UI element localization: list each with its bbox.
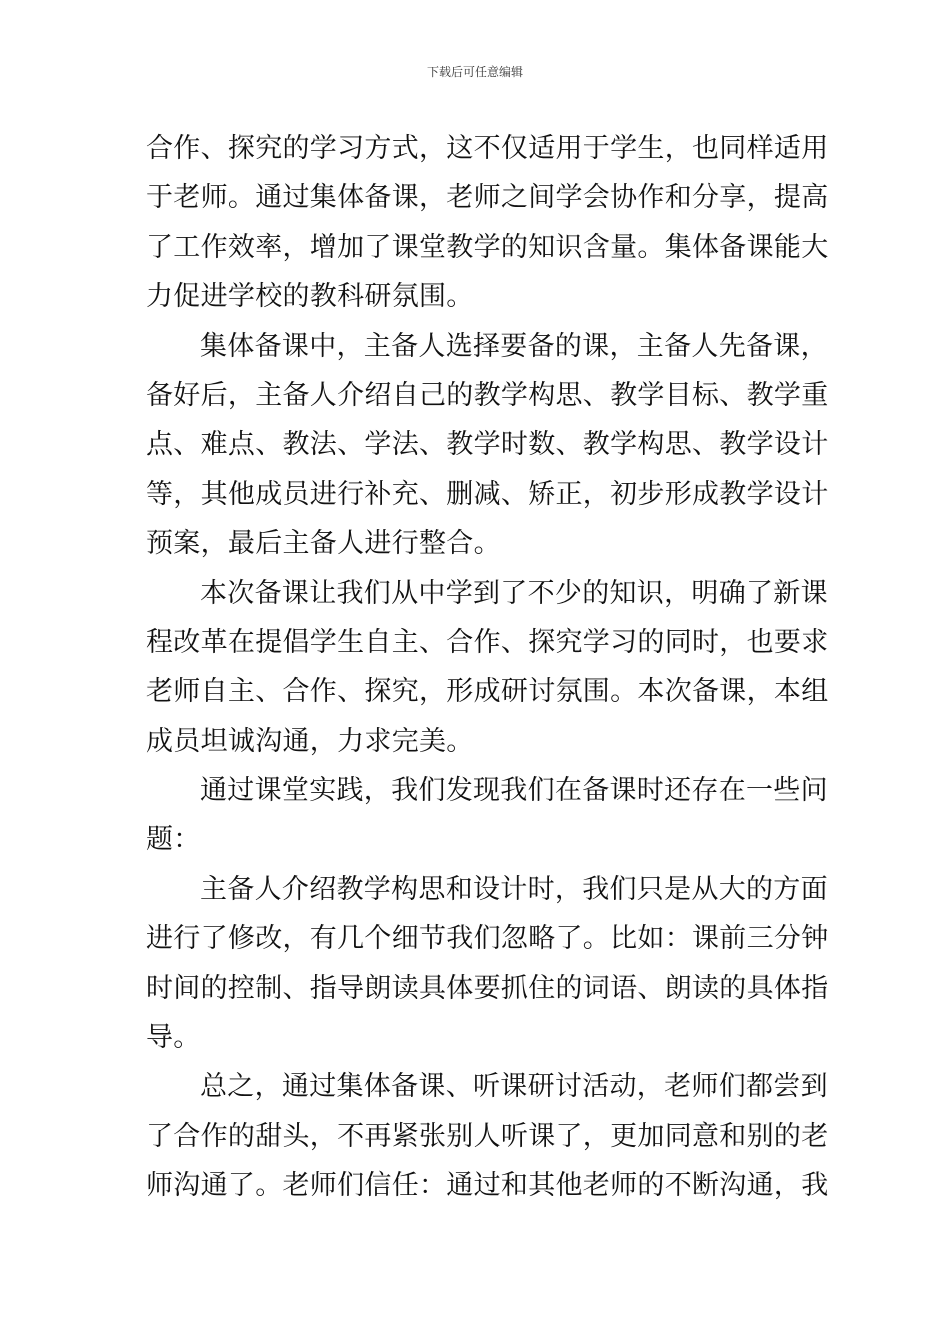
text-line: 了工作效率，增加了课堂教学的知识含量。集体备课能大: [146, 231, 829, 263]
paragraph-5: [146, 865, 829, 1063]
text-line: 力促进学校的教科研氛围。: [146, 281, 474, 313]
text-line: 主备人介绍教学构思和设计时，我们只是从大的方面: [200, 873, 828, 905]
paragraph-6: [146, 1062, 829, 1210]
paragraph-4: [146, 766, 828, 865]
text-line: 时间的控制、指导朗读具体要抓住的词语、朗读的具体指: [146, 972, 829, 1004]
text-line: 点、难点、教法、学法、教学时数、教学构思、教学设计: [146, 429, 829, 461]
text-line: 本次备课让我们从中学到了不少的知识，明确了新课: [200, 577, 828, 609]
text-line: 师沟通了。老师们信任：通过和其他老师的不断沟通，我: [146, 1170, 829, 1202]
text-line: 备好后，主备人介绍自己的教学构思、教学目标、教学重: [146, 379, 829, 411]
text-line: 通过课堂实践，我们发现我们在备课时还存在一些问: [200, 775, 828, 807]
text-line: 合作、探究的学习方式，这不仅适用于学生，也同样适用: [146, 133, 829, 164]
text-line: 等，其他成员进行补充、删减、矫正，初步形成教学设计: [146, 478, 829, 510]
text-line: 预案，最后主备人进行整合。: [146, 528, 501, 560]
paragraph-1: [146, 124, 829, 322]
text-line: 集体备课中，主备人选择要备的课，主备人先备课，: [200, 330, 828, 362]
text-line: 老师自主、合作、探究，形成研讨氛围。本次备课，本组: [146, 676, 829, 708]
text-line: 了合作的甜头，不再紧张别人听课了，更加同意和别的老: [146, 1120, 829, 1152]
text-line: 程改革在提倡学生自主、合作、探究学习的同时，也要求: [146, 626, 829, 658]
text-line: 于老师。通过集体备课，老师之间学会协作和分享，提高: [146, 182, 829, 214]
page-header-note: 下载后可任意编辑: [426, 65, 523, 79]
text-line: 成员坦诚沟通，力求完美。: [146, 725, 474, 757]
text-line: 总之，通过集体备课、听课研讨活动，老师们都尝到: [200, 1071, 828, 1103]
text-line: 导。: [146, 1022, 201, 1054]
document-body: [146, 124, 829, 1211]
paragraph-2: [146, 322, 829, 569]
text-line: 进行了修改，有几个细节我们忽略了。比如：课前三分钟: [146, 923, 829, 955]
paragraph-3: [146, 569, 829, 767]
text-line: 题：: [146, 824, 201, 856]
